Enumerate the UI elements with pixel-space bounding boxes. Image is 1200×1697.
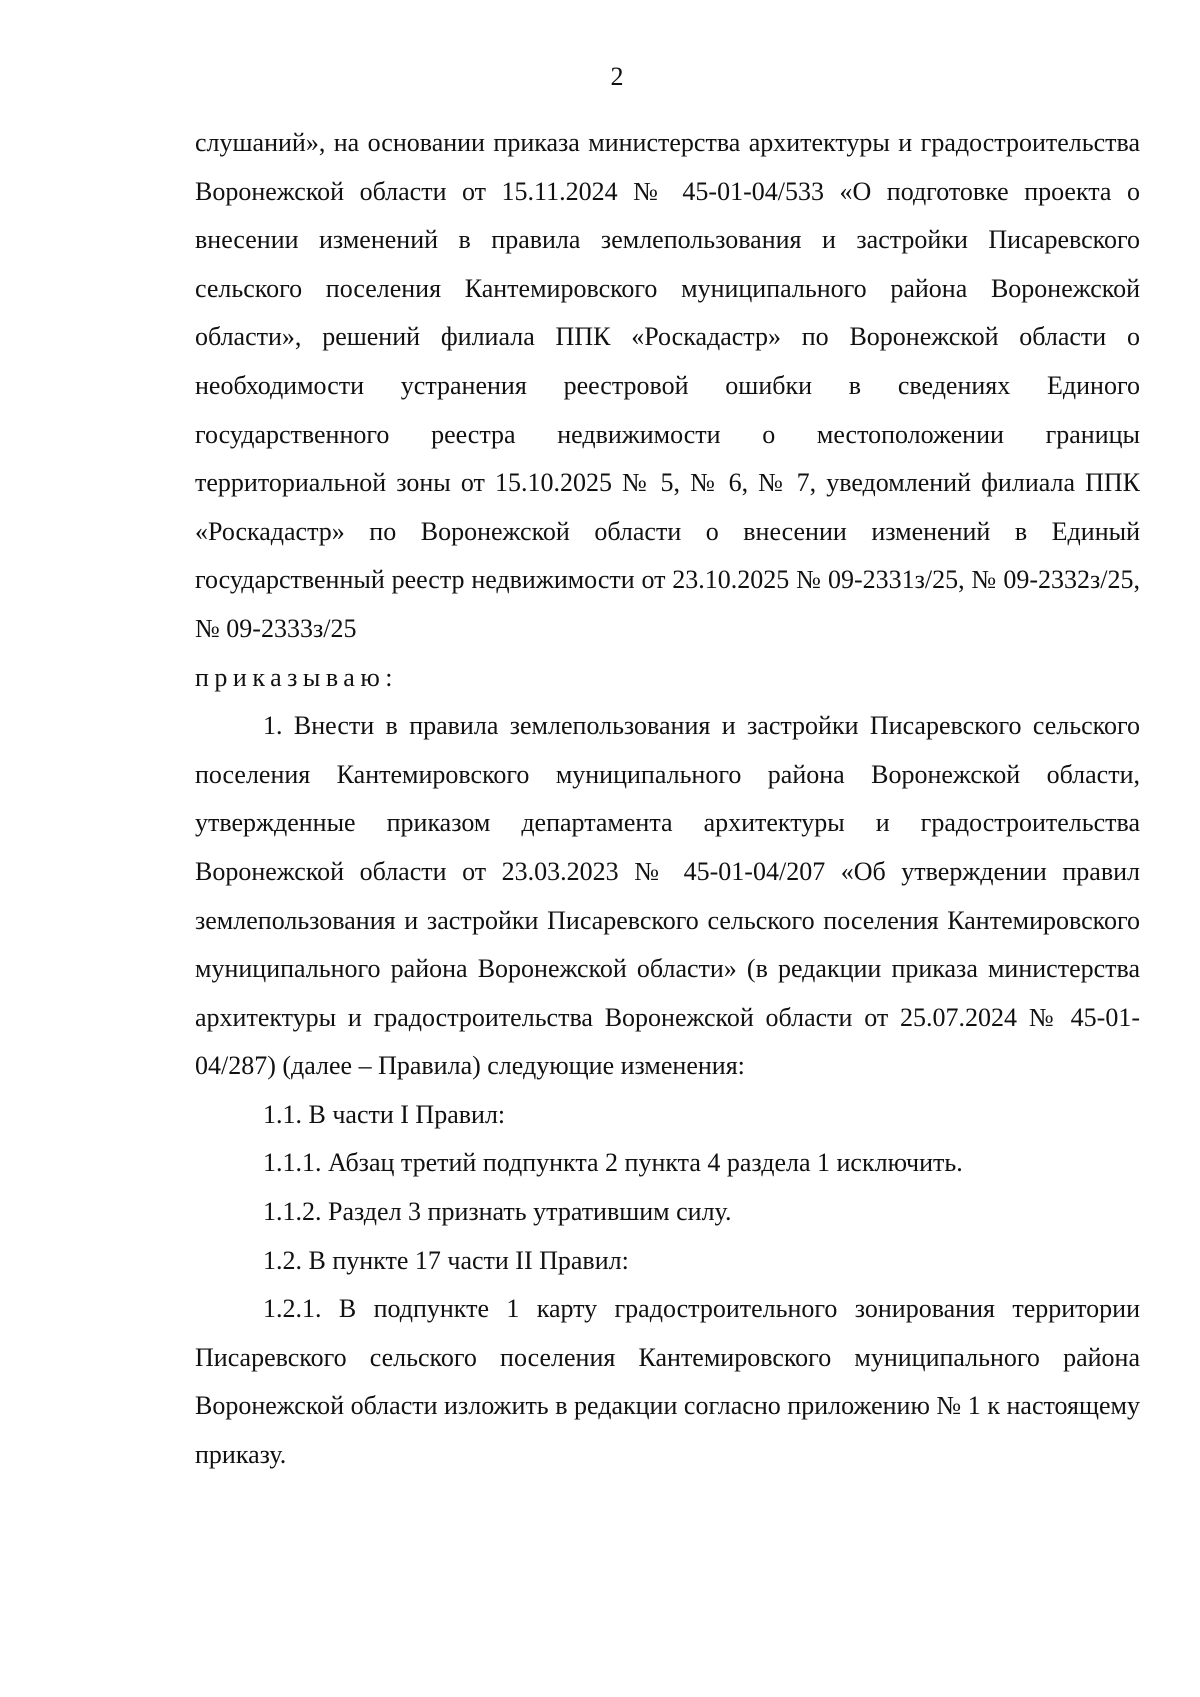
order-word: приказываю: [195,662,398,692]
page-number: 2 [610,62,624,91]
clause-1-1-2: 1.1.2. Раздел 3 признать утратившим силу. [263,1197,732,1227]
document-body [195,119,1140,1480]
clause-1-1: 1.1. В части I Правил: [263,1099,506,1129]
clause-1: 1. Внести в правила землепользования и застройки Писаревского сельского поселения Кантемировского муниципального района Воронежской области, утвержденные приказом департамента архитектуры и градостроительства Воронежской области от 23.03.2023 № 45-01-04/207 «Об утверждении правил землепользования и застройки Писаревского сельского поселения Кантемировского муниципального района Воронежской области» (в редакции приказа министерства архитектуры и градостроительства Воронежской области от 25.07.2024 № 45-01-04/287) (далее – Правила) следующие изменения: [195,711,1140,1081]
clause-1-2-1: 1.2.1. В подпункте 1 карту градостроительного зонирования территории Писаревского сельского поселения Кантемировского муниципального района Воронежской области изложить в редакции согласно приложению № 1 к настоящему приказу. [195,1294,1140,1470]
clause-1-2: 1.2. В пункте 17 части II Правил: [263,1245,629,1275]
preamble-paragraph: слушаний», на основании приказа министерства архитектуры и градостроительства Воронежской области от 15.11.2024 № 45-01-04/533 «О подготовке проекта о внесении изменений в правила землепользования и застройки Писаревского сельского поселения Кантемировского муниципального района Воронежской области», решений филиала ППК «Роскадастр» по Воронежской области о необходимости устранения реестровой ошибки в сведениях Единого государственного реестра недвижимости о местоположении границы территориальной зоны от 15.10.2025 № 5, № 6, № 7, уведомлений филиала ППК «Роскадастр» по Воронежской области о внесении изменений в Единый государственный реестр недвижимости от 23.10.2025 № 09-2331з/25, № 09-2332з/25, № 09-2333з/25 [195,128,1140,643]
clause-1-1-1: 1.1.1. Абзац третий подпункта 2 пункта 4 раздела 1 исключить. [263,1148,963,1178]
